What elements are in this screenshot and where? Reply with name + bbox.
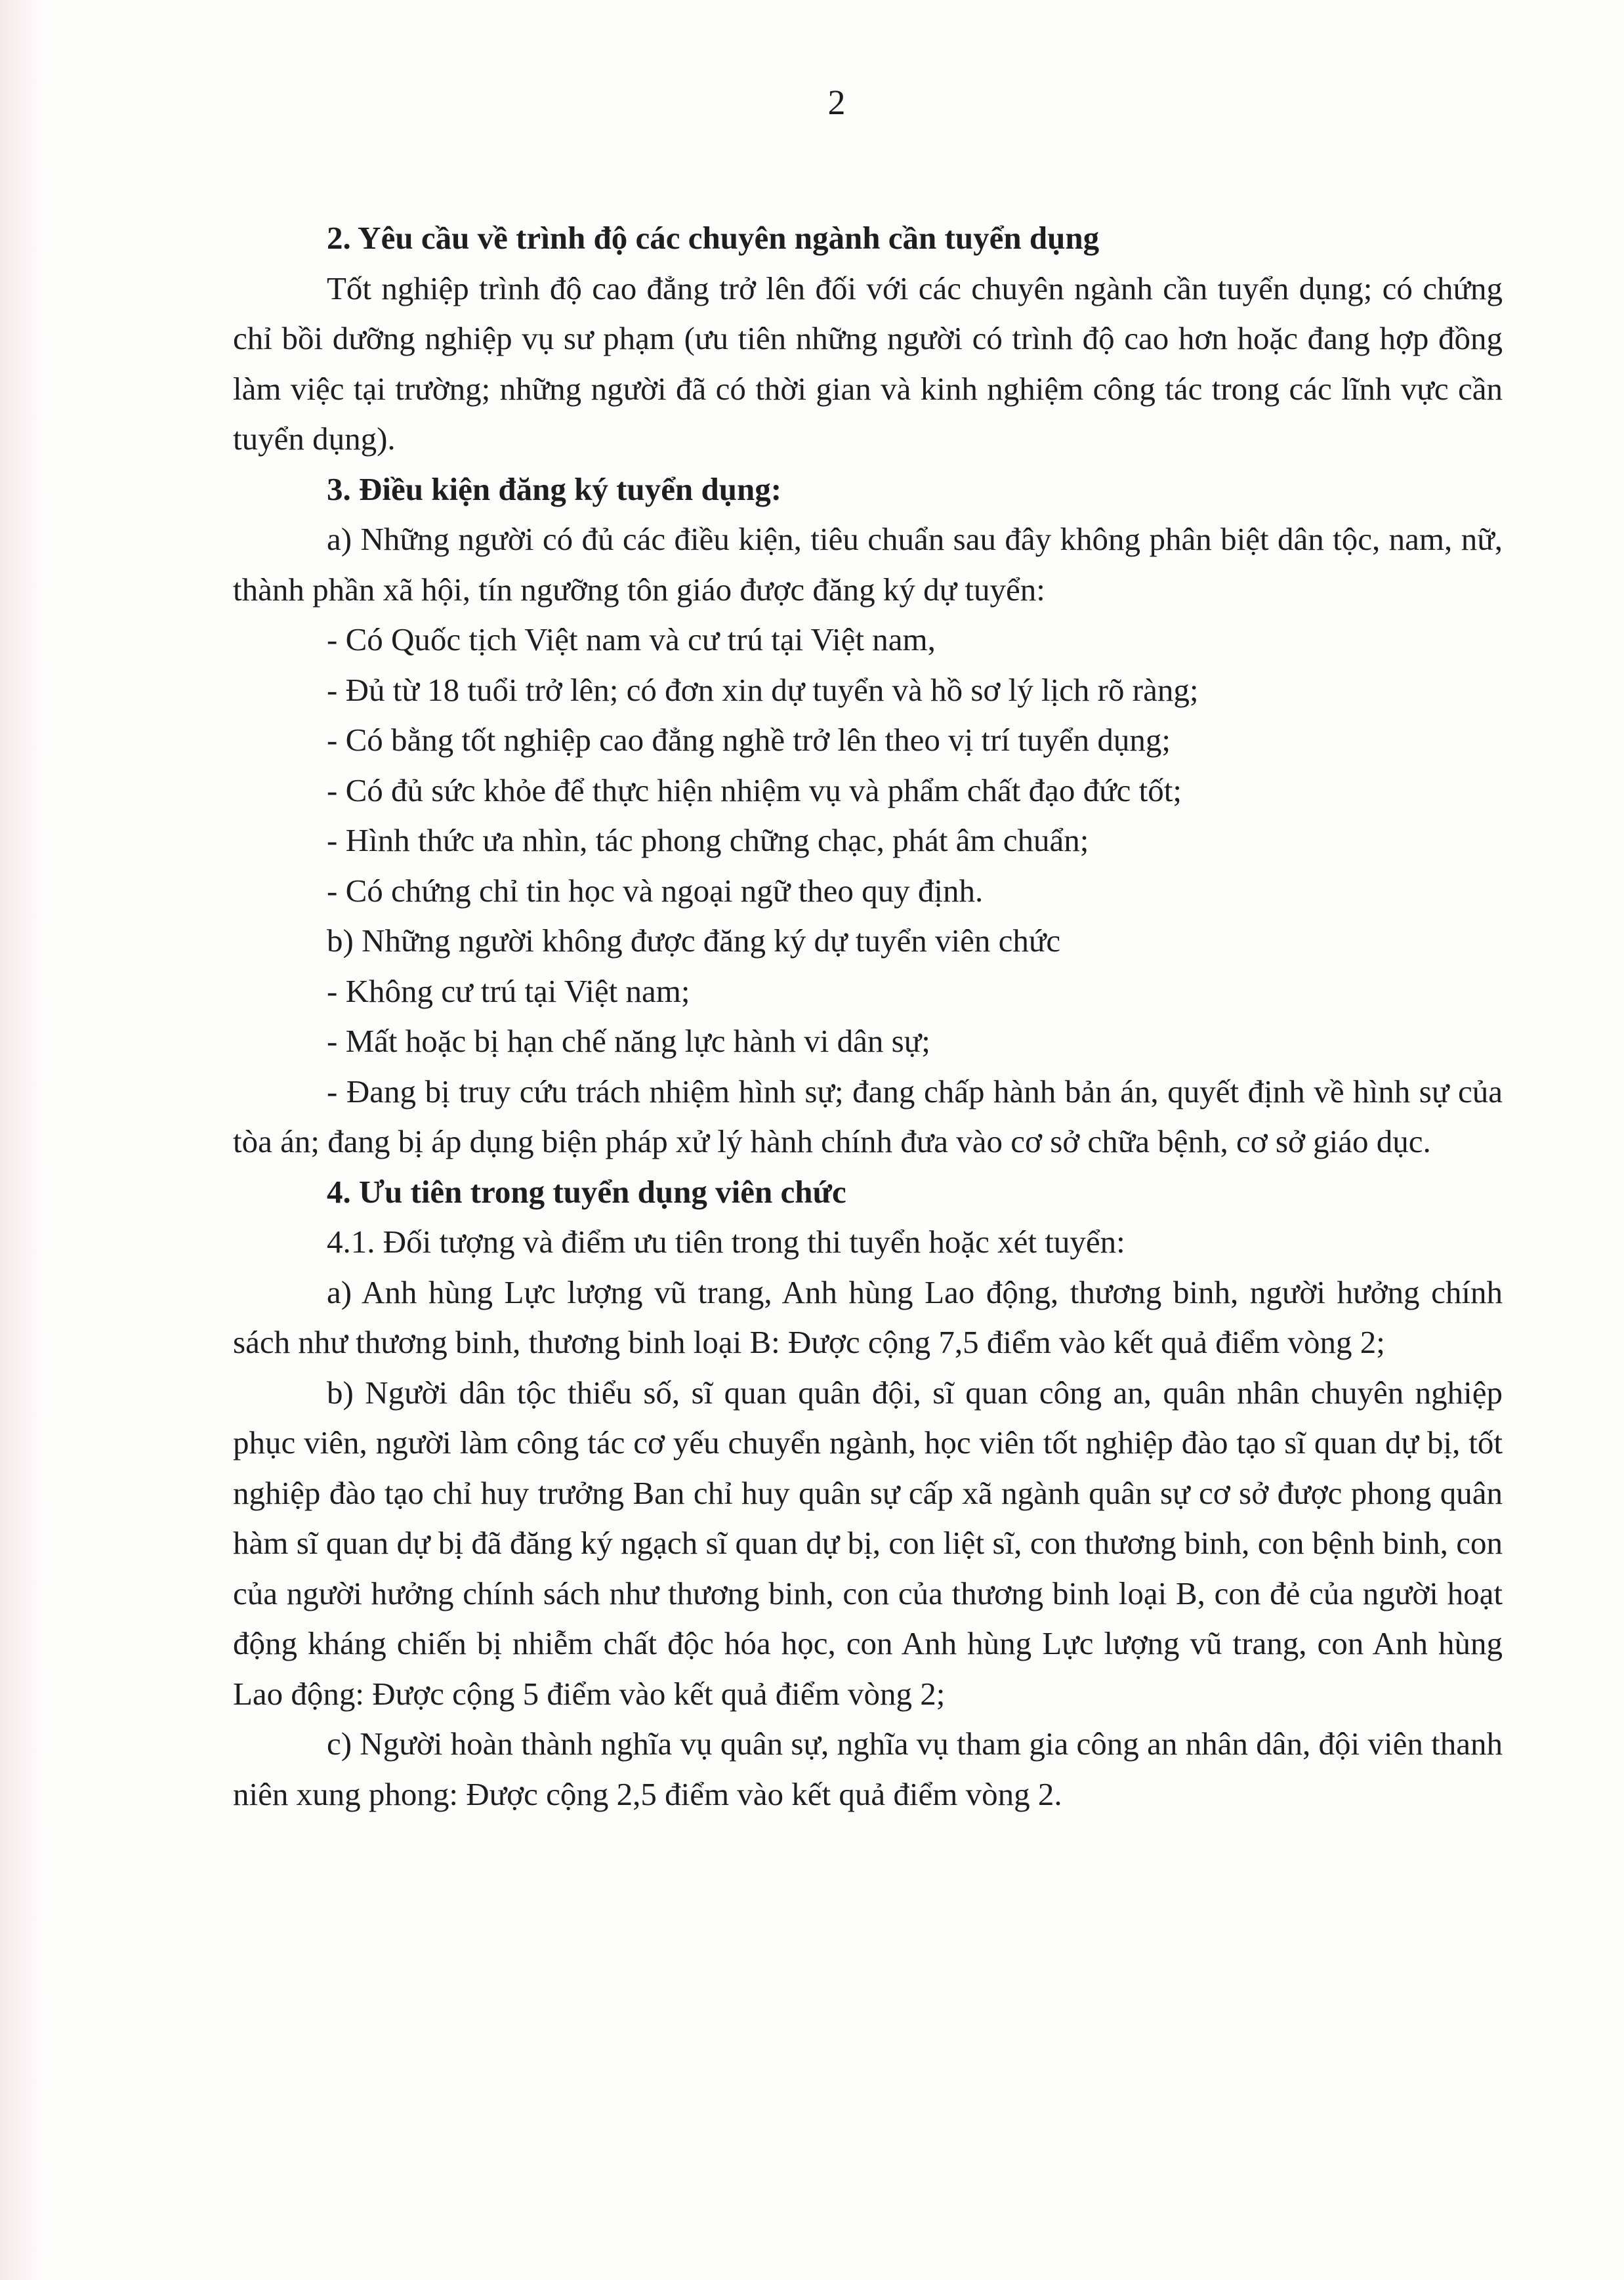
document-body <box>233 213 1503 1819</box>
section-4-heading: 4. Ưu tiên trong tuyển dụng viên chức <box>327 1173 846 1210</box>
list-item: - Có chứng chỉ tin học và ngoại ngữ theo quy định. <box>327 872 984 909</box>
section-4-1-subheading: 4.1. Đối tượng và điểm ưu tiên trong thi tuyển hoặc xét tuyển: <box>327 1224 1125 1260</box>
list-item: - Không cư trú tại Việt nam; <box>327 972 690 1009</box>
list-item: - Mất hoặc bị hạn chế năng lực hành vi dân sự; <box>327 1023 930 1059</box>
section-3-heading: 3. Điều kiện đăng ký tuyển dụng: <box>327 470 782 507</box>
section-4-1a-paragraph: a) Anh hùng Lực lượng vũ trang, Anh hùng Lao động, thương binh, người hưởng chính sách như thương binh, thương binh loại B: Được cộng 7,5 điểm vào kết quả điểm vòng 2; <box>233 1274 1503 1360</box>
section-4-1b-paragraph: b) Người dân tộc thiểu số, sĩ quan quân đội, sĩ quan công an, quân nhân chuyên nghiệp phục viên, người làm công tác cơ yếu chuyển ngành, học viên tốt nghiệp đào tạo sĩ quan dự bị, tốt nghiệp đào tạo chỉ huy trưởng Ban chỉ huy quân sự cấp xã ngành quân sự cơ sở được phong quân hàm sĩ quan dự bị đã đăng ký ngạch sĩ quan dự bị, con liệt sĩ, con thương binh, con bệnh binh, con của người hưởng chính sách như thương binh, con của thương binh loại B, con đẻ của người hoạt động kháng chiến bị nhiễm chất độc hóa học, con Anh hùng Lực lượng vũ trang, con Anh hùng Lao động: Được cộng 5 điểm vào kết quả điểm vòng 2; <box>233 1374 1503 1712</box>
list-item: - Có đủ sức khỏe để thực hiện nhiệm vụ và phẩm chất đạo đức tốt; <box>327 772 1182 808</box>
section-2-heading: 2. Yêu cầu về trình độ các chuyên ngành cần tuyển dụng <box>327 220 1100 256</box>
scan-edge-tint <box>0 0 46 2280</box>
list-item: - Đang bị truy cứu trách nhiệm hình sự; đang chấp hành bản án, quyết định về hình sự của tòa án; đang bị áp dụng biện pháp xử lý hành chính đưa vào cơ sở chữa bệnh, cơ sở giáo dục. <box>233 1073 1503 1159</box>
list-item: - Hình thức ưa nhìn, tác phong chững chạc, phát âm chuẩn; <box>327 822 1089 858</box>
list-item: - Đủ từ 18 tuổi trở lên; có đơn xin dự tuyển và hồ sơ lý lịch rõ ràng; <box>327 671 1199 708</box>
page-number: 2 <box>827 83 846 122</box>
section-4-1c-paragraph: c) Người hoàn thành nghĩa vụ quân sự, nghĩa vụ tham gia công an nhân dân, đội viên thanh niên xung phong: Được cộng 2,5 điểm vào kết quả điểm vòng 2. <box>233 1726 1503 1812</box>
list-item: - Có bằng tốt nghiệp cao đẳng nghề trở lên theo vị trí tuyển dụng; <box>327 722 1171 758</box>
list-item: - Có Quốc tịch Việt nam và cư trú tại Việt nam, <box>327 621 936 657</box>
section-2-paragraph: Tốt nghiệp trình độ cao đẳng trở lên đối với các chuyên ngành cần tuyển dụng; có chứng chỉ bồi dưỡng nghiệp vụ sư phạm (ưu tiên những người có trình độ cao hơn hoặc đang hợp đồng làm việc tại trường; những người đã có thời gian và kinh nghiệm công tác trong các lĩnh vực cần tuyển dụng). <box>233 270 1503 457</box>
section-3a-intro: a) Những người có đủ các điều kiện, tiêu chuẩn sau đây không phân biệt dân tộc, nam, nữ, thành phần xã hội, tín ngưỡng tôn giáo được đăng ký dự tuyển: <box>233 521 1503 608</box>
section-3b-intro: b) Những người không được đăng ký dự tuyển viên chức <box>327 922 1061 959</box>
